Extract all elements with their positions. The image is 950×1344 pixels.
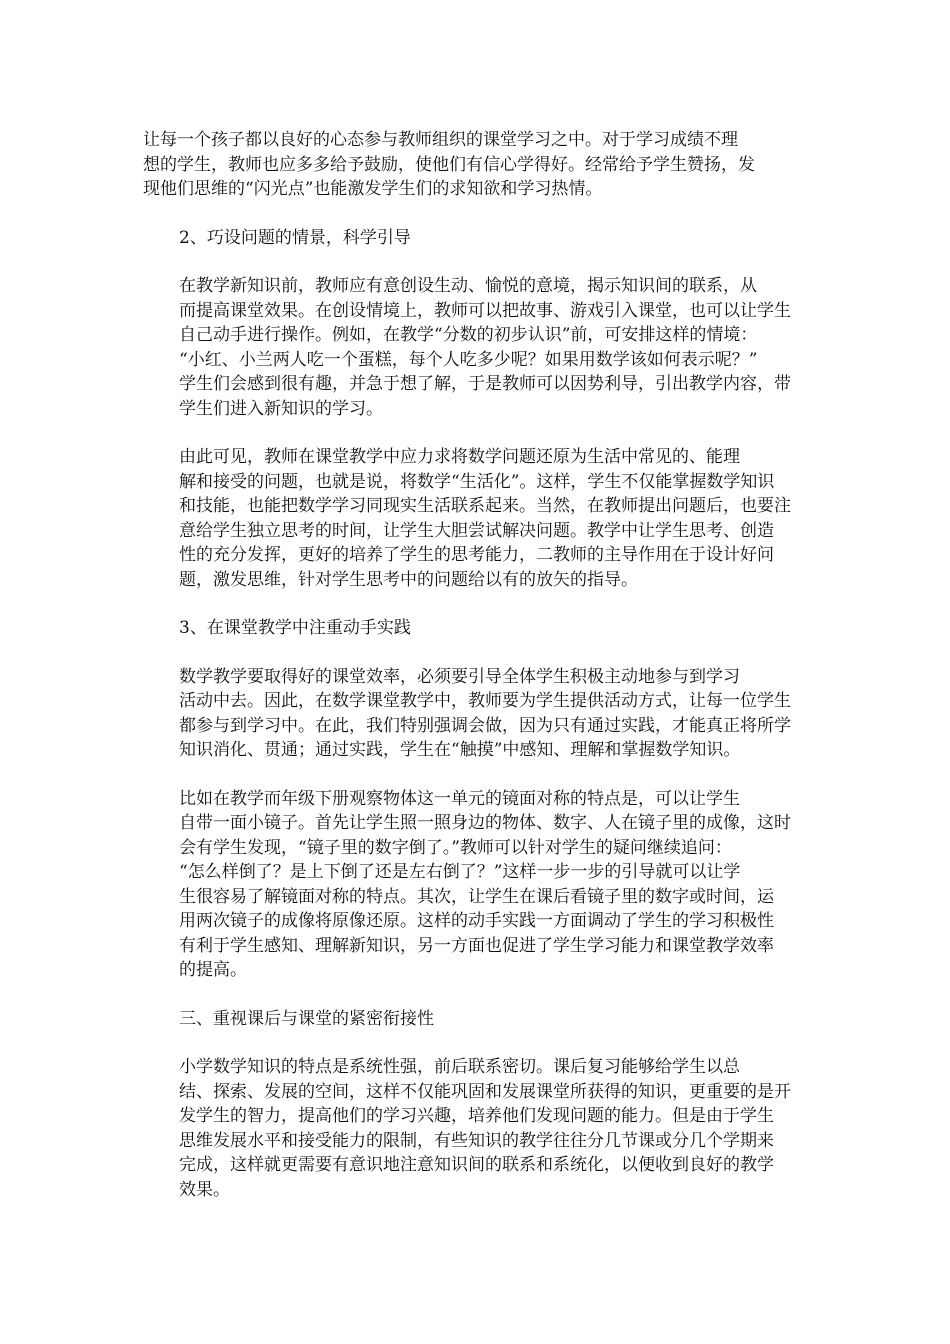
document-body: [143, 128, 809, 1226]
text-line: 发学生的智力，提高他们的学习兴趣，培养他们发现问题的能力。但是由于学生: [179, 1106, 774, 1126]
text-line: 知识消化、贯通；通过实践，学生在“触摸”中感知、理解和掌握数学知识。: [179, 740, 741, 760]
text-line: 有利于学生感知、理解新知识，另一方面也促进了学生学习能力和课堂教学效率: [179, 935, 774, 956]
text-line: 学生们会感到很有趣，并急于想了解，于是教师可以因势利导，引出教学内容，带: [179, 374, 791, 394]
text-line: 学生们进入新知识的学习。: [179, 398, 383, 419]
text-line: 性的充分发挥，更好的培养了学生的思考能力，二教师的主导作用在于设计好问: [179, 545, 774, 565]
text-line: 数学教学要取得好的课堂效率，必须要引导全体学生积极主动地参与到学习: [179, 666, 740, 687]
text-line: 的提高。: [179, 960, 247, 980]
text-line: 效果。: [179, 1179, 230, 1200]
body-paragraph: [143, 1055, 809, 1202]
text-line: 和技能，也能把数学学习同现实生活联系起来。当然，在教师提出问题后，也要注: [179, 496, 791, 516]
body-paragraph: [143, 787, 809, 983]
text-line: 意给学生独立思考的时间，让学生大胆尝试解决问题。教学中让学生思考、创造: [179, 520, 774, 541]
body-paragraph: [143, 274, 809, 421]
text-line: 活动中去。因此，在数学课堂教学中，教师要为学生提供活动方式，让每一位学生: [179, 691, 791, 711]
text-line: 思维发展水平和接受能力的限制，有些知识的教学往往分几节课或分几个学期来: [179, 1130, 774, 1151]
text-line: 生很容易了解镜面对称的特点。其次，让学生在课后看镜子里的数字或时间，运: [179, 886, 774, 907]
text-line: 想的学生，教师也应多多给予鼓励，使他们有信心学得好。经常给予学生赞扬，发: [143, 154, 755, 175]
body-paragraph: [143, 128, 809, 202]
text-line: 而提高课堂效果。在创设情境上，教师可以把故事、游戏引入课堂，也可以让学生: [179, 300, 791, 321]
text-line: 解和接受的问题，也就是说，将数学“生活化”。这样，学生不仅能掌握数学知识: [179, 471, 775, 492]
section-heading: [143, 616, 809, 641]
text-line: “怎么样倒了？是上下倒了还是左右倒了？”这样一步一步的引导就可以让学: [179, 862, 741, 882]
text-line: 结、探索、发展的空间，这样不仅能巩固和发展课堂所获得的知识，更重要的是开: [179, 1081, 791, 1102]
text-line: 三、重视课后与课堂的紧密衔接性: [179, 1008, 434, 1029]
text-line: 自己动手进行操作。例如，在教学“分数的初步认识”前，可安排这样的情境：: [179, 325, 758, 345]
text-line: 用两次镜子的成像将原像还原。这样的动手实践一方面调动了学生的学习积极性: [179, 911, 774, 931]
text-line: 完成，这样就更需要有意识地注意知识间的联系和系统化，以便收到良好的教学: [179, 1155, 774, 1175]
text-line: 由此可见，教师在课堂教学中应力求将数学问题还原为生活中常见的、能理: [179, 447, 740, 467]
text-line: 2、巧设问题的情景，科学引导: [179, 227, 411, 248]
text-line: 比如在教学而年级下册观察物体这一单元的镜面对称的特点是，可以让学生: [179, 788, 740, 809]
body-paragraph: [143, 445, 809, 592]
section-heading: [143, 226, 809, 251]
text-line: 会有学生发现，“镜子里的数字倒了。”教师可以针对学生的疑问继续追问：: [179, 837, 732, 858]
text-line: 自带一面小镜子。首先让学生照一照身边的物体、数字、人在镜子里的成像，这时: [179, 813, 791, 833]
text-line: 现他们思维的“闪光点”也能激发学生们的求知欲和学习热情。: [143, 179, 603, 199]
text-line: 小学数学知识的特点是系统性强，前后联系密切。课后复习能够给学生以总: [179, 1057, 740, 1077]
section-heading: [143, 1007, 809, 1032]
text-line: “小红、小兰两人吃一个蛋糕，每个人吃多少呢？如果用数学该如何表示呢？”: [179, 349, 758, 370]
text-line: 让每一个孩子都以良好的心态参与教师组织的课堂学习之中。对于学习成绩不理: [143, 130, 738, 150]
text-line: 都参与到学习中。在此，我们特别强调会做，因为只有通过实践，才能真正将所学: [179, 715, 791, 736]
text-line: 题，激发思维，针对学生思考中的问题给以有的放矢的指导。: [179, 569, 638, 590]
text-line: 在教学新知识前，教师应有意创设生动、愉悦的意境，揭示知识间的联系，从: [179, 276, 757, 296]
text-line: 3、在课堂教学中注重动手实践: [179, 618, 411, 638]
body-paragraph: [143, 665, 809, 763]
